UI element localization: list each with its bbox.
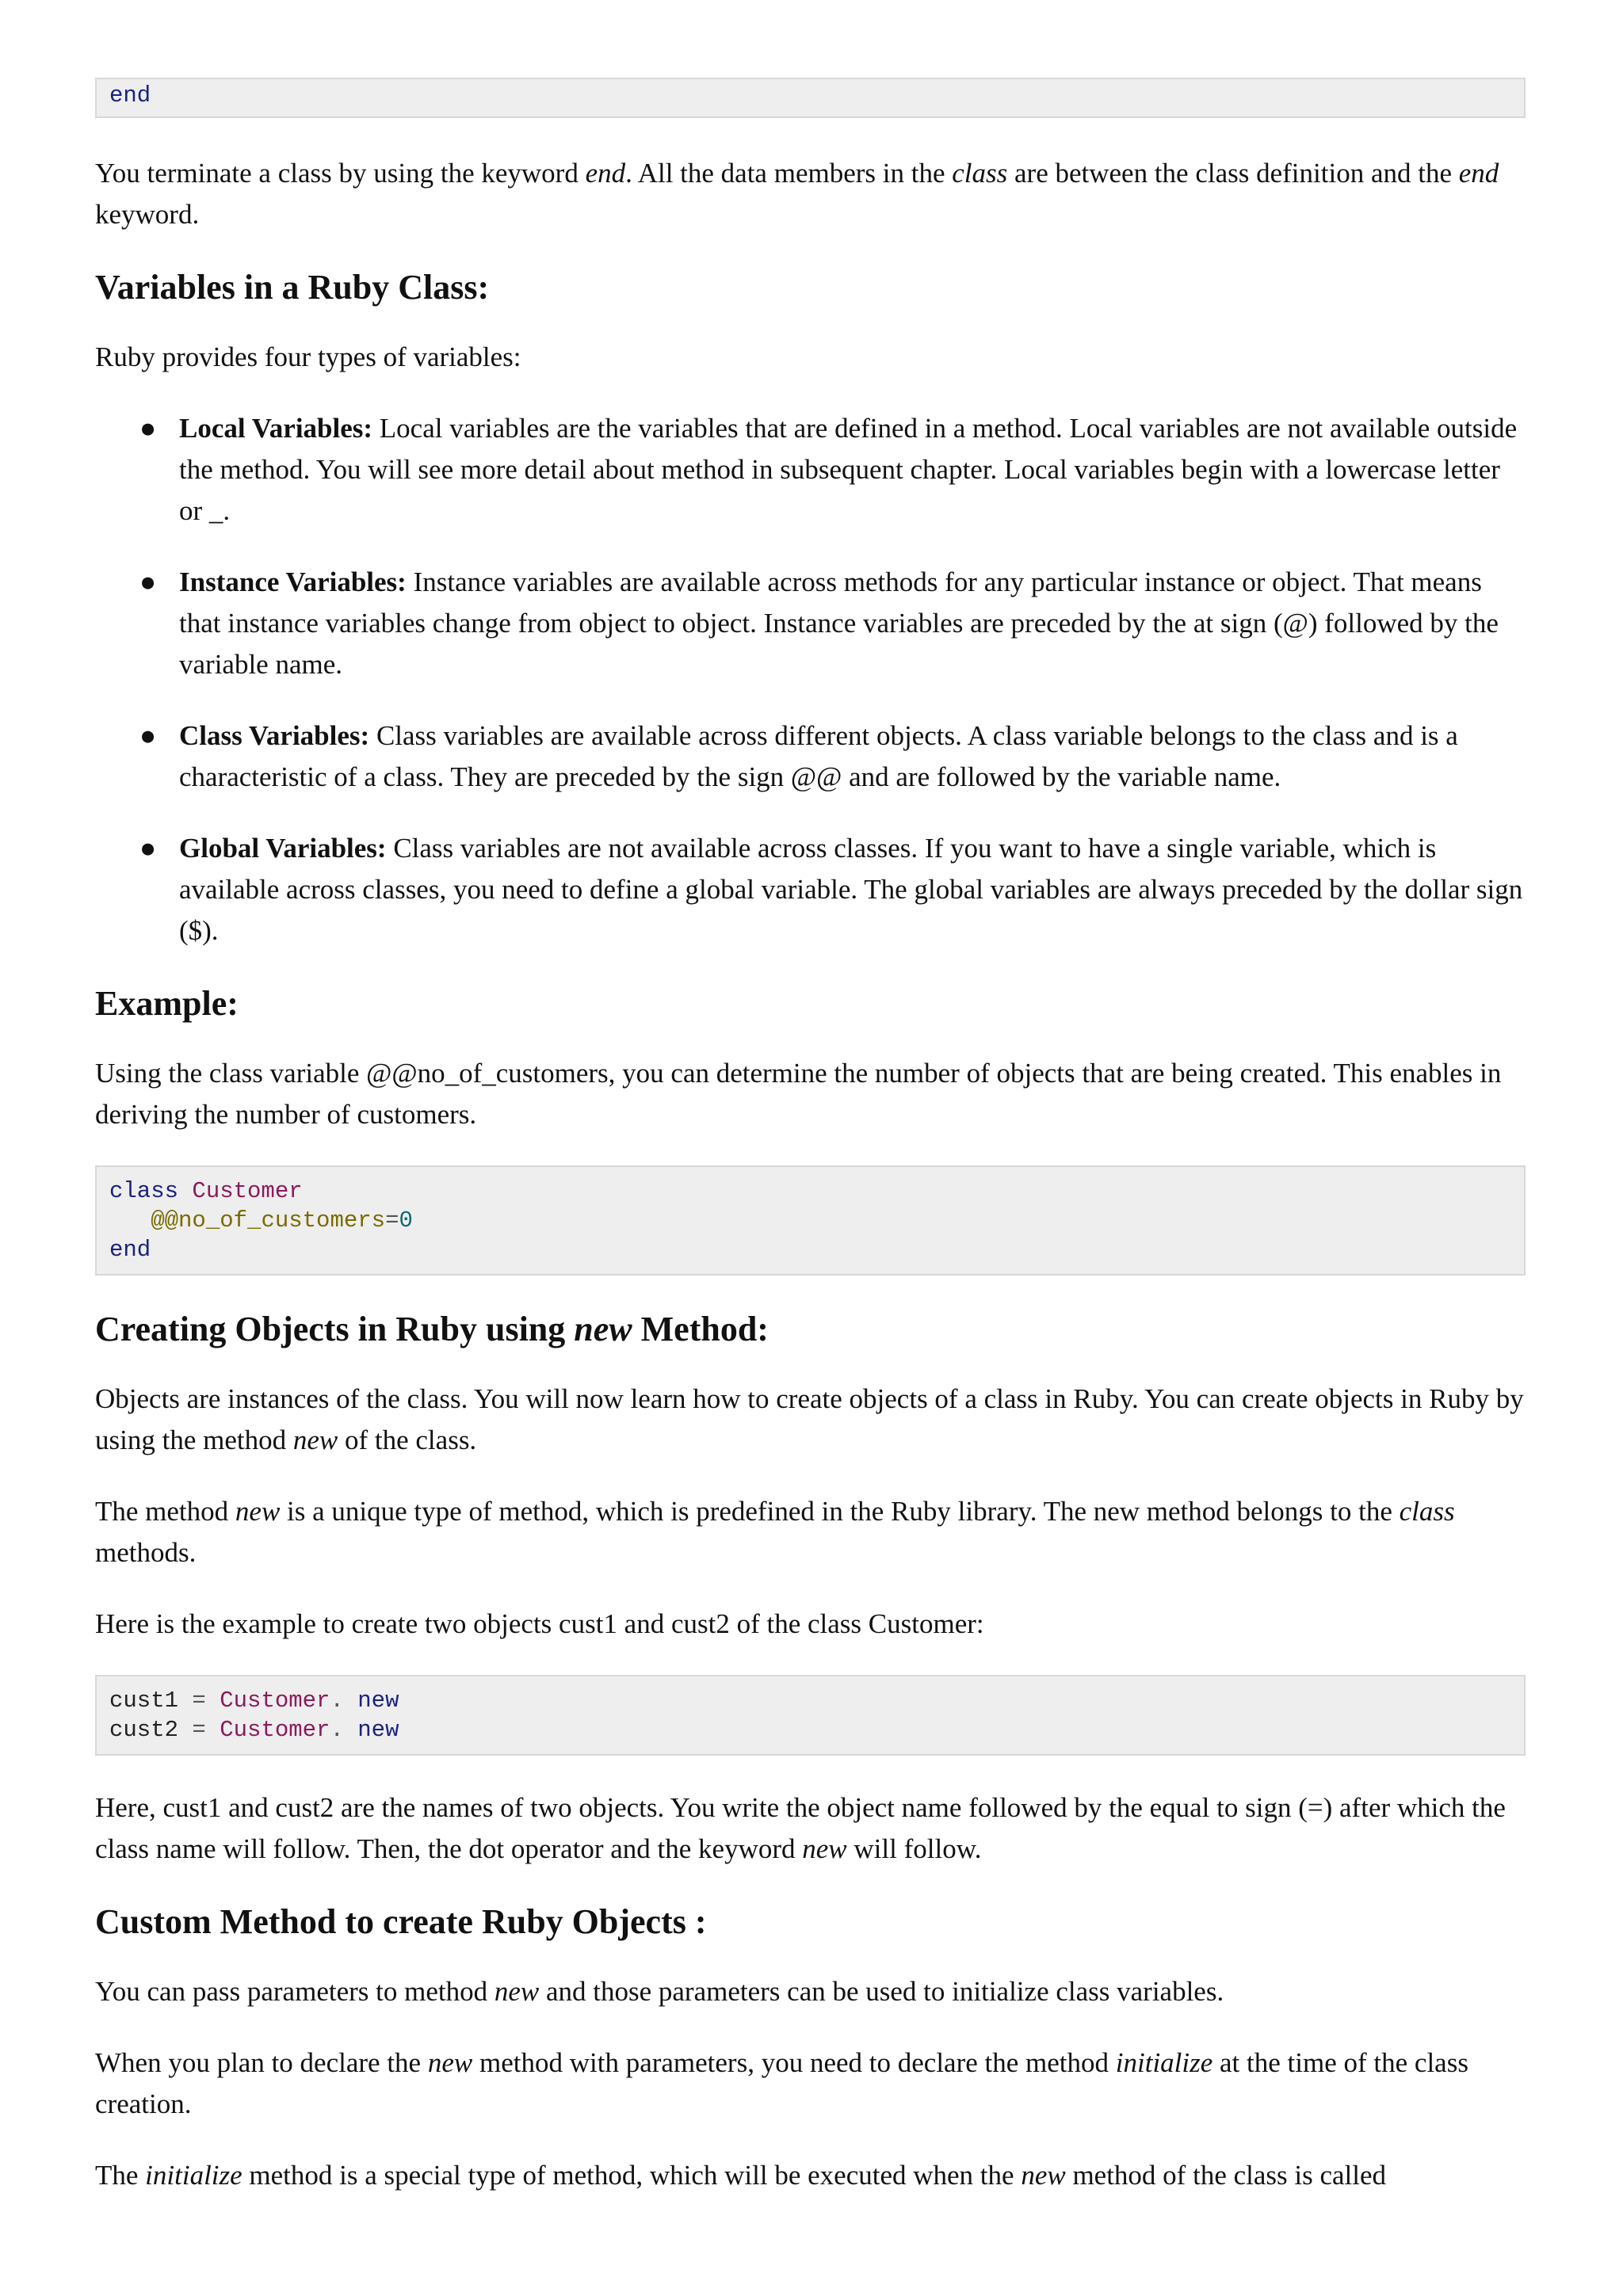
text-run: The (95, 2160, 146, 2191)
paragraph-four-types: Ruby provides four types of variables: (95, 341, 521, 372)
list-item-instance-variables (139, 562, 1526, 685)
emphasis-initialize: initialize (1115, 2047, 1213, 2078)
paragraph-method-new (95, 1491, 1526, 1573)
code-keyword-end: end (109, 1237, 151, 1263)
text-run: Here, cust1 and cust2 are the names of two objects. You write the object name followed by the equal to sign (=) after which the class name will follow. Then, the dot operator and the keyword (95, 1792, 1506, 1864)
heading-text: Creating Objects in Ruby using (95, 1310, 575, 1348)
emphasis-new: new (802, 1833, 847, 1864)
code-block-end (95, 78, 1526, 118)
text-run: of the class. (338, 1425, 477, 1455)
text-run: You terminate a class by using the keyword (95, 158, 586, 189)
code-dot: . (330, 1717, 358, 1743)
paragraph-example-intro: Here is the example to create two objects cust1 and cust2 of the class Customer: (95, 1608, 984, 1639)
code-variable: cust1 (109, 1688, 179, 1714)
code-class-name: Customer (220, 1717, 330, 1743)
term-class-variables: Class Variables: (179, 720, 370, 751)
paragraph-terminate-class (95, 153, 1526, 235)
text-run: method with parameters, you need to declare the method (472, 2047, 1116, 2078)
bullet-icon: ● (139, 413, 157, 444)
bullet-icon: ● (139, 720, 157, 751)
variable-types-list (95, 408, 1526, 952)
list-item-local-variables (139, 408, 1526, 532)
text-run: and those parameters can be used to initialize class variables. (539, 1976, 1224, 2007)
code-number: 0 (399, 1207, 413, 1234)
description: Instance variables are available across methods for any particular instance or object. That means that instance variables change from object to object. Instance variables are preceded by the at sign (@) followed by the variable name. (179, 566, 1499, 680)
code-indent (109, 1207, 151, 1234)
text-run: will follow. (846, 1833, 982, 1864)
code-dot: . (330, 1688, 358, 1714)
code-operator: = (178, 1717, 220, 1743)
heading-text: Method: (632, 1310, 769, 1348)
heading-custom-method: Custom Method to create Ruby Objects : (95, 1902, 707, 1941)
text-run: at the time of the class creation. (95, 2047, 1468, 2119)
emphasis-end: end (1458, 158, 1499, 189)
emphasis-class: class (1399, 1496, 1455, 1527)
emphasis-new: new (292, 1425, 338, 1455)
paragraph-pass-parameters (95, 1971, 1526, 2012)
description: Class variables are not available across classes. If you want to have a single variable, which is available across classes, you need to define a global variable. The global variables are always preceded by the dollar sign ($). (179, 833, 1523, 946)
list-item-global-variables (139, 828, 1526, 952)
text-run: You can pass parameters to method (95, 1976, 495, 2007)
code-keyword-class: class (109, 1178, 179, 1204)
text-run: Objects are instances of the class. You will now learn how to create objects of a class in Ruby. You can create objects in Ruby by using the method (95, 1383, 1524, 1455)
code-operator: = (178, 1688, 220, 1714)
term-global-variables: Global Variables: (179, 833, 387, 864)
heading-variables: Variables in a Ruby Class: (95, 268, 490, 307)
emphasis-new: new (1021, 2160, 1066, 2191)
list-item-class-variables (139, 715, 1526, 798)
code-keyword-new: new (357, 1717, 399, 1743)
paragraph-initialize-method (95, 2155, 1526, 2196)
code-block-create-objects (95, 1675, 1526, 1756)
code-class-name: Customer (192, 1178, 303, 1204)
heading-example: Example: (95, 984, 239, 1023)
description: Local variables are the variables that are defined in a method. Local variables are not available outside the method. You will see more detail about method in subsequent chapter. Local variables begin with a lowercase letter or _. (179, 413, 1518, 526)
emphasis-new: new (427, 2047, 473, 2078)
text-run: methods. (95, 1537, 197, 1568)
emphasis-new: new (235, 1496, 281, 1527)
code-block-class-customer (95, 1165, 1526, 1276)
text-run: keyword. (95, 199, 200, 230)
text-run: When you plan to declare the (95, 2047, 428, 2078)
text-run: method is a special type of method, which will be executed when the (242, 2160, 1022, 2191)
emphasis-initialize: initialize (145, 2160, 242, 2191)
text-run: are between the class definition and the (1007, 158, 1459, 189)
paragraph-plan-declare (95, 2042, 1526, 2125)
heading-creating-objects (95, 1307, 1526, 1352)
text-run: is a unique type of method, which is predefined in the Ruby library. The new method belongs to the (280, 1496, 1400, 1527)
bullet-icon: ● (139, 833, 157, 864)
description: Class variables are available across different objects. A class variable belongs to the class and is a characteristic of a class. They are preceded by the sign @@ and are followed by the variable name. (179, 720, 1458, 792)
term-local-variables: Local Variables: (179, 413, 373, 444)
emphasis-class: class (952, 158, 1008, 189)
paragraph-example: Using the class variable @@no_of_customers, you can determine the number of objects that are being created. This enables in deriving the number of customers. (95, 1058, 1502, 1130)
code-class-name: Customer (220, 1688, 330, 1714)
bullet-icon: ● (139, 566, 157, 597)
code-operator: = (385, 1207, 399, 1234)
paragraph-objects-instances (95, 1379, 1526, 1461)
text-run: . All the data members in the (625, 158, 953, 189)
code-keyword-new: new (357, 1688, 399, 1714)
emphasis-new: new (494, 1976, 540, 2007)
code-keyword-end: end (109, 82, 151, 109)
paragraph-explanation (95, 1787, 1526, 1870)
text-run: The method (95, 1496, 235, 1527)
emphasis-end: end (585, 158, 626, 189)
code-class-variable: @@no_of_customers (151, 1207, 386, 1234)
heading-emphasis-new: new (574, 1310, 632, 1348)
code-variable: cust2 (109, 1717, 179, 1743)
text-run: method of the class is called (1065, 2160, 1387, 2191)
term-instance-variables: Instance Variables: (179, 566, 407, 597)
